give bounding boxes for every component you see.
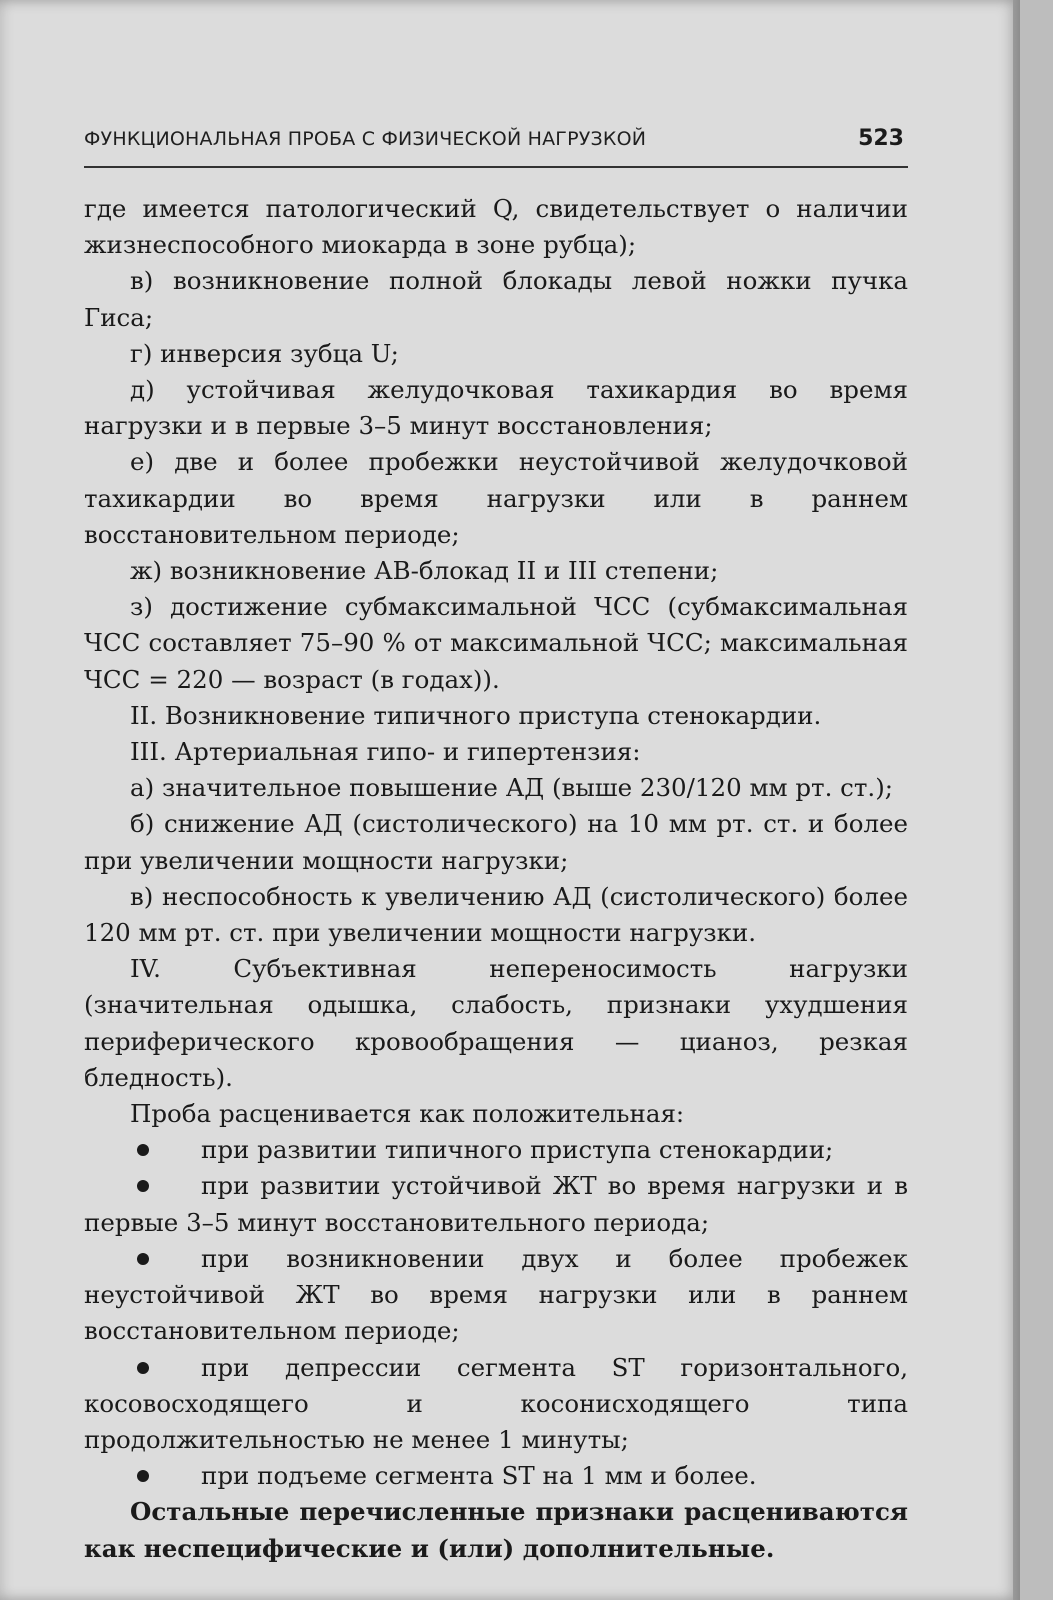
- paragraph: Проба расценивается как положительная:: [130, 1099, 685, 1129]
- paragraph: е) две и более пробежки неустойчивой желудочковой тахикардии во время нагрузки или в раннем восстановительном периоде;: [84, 447, 908, 549]
- list-item: [84, 1458, 908, 1494]
- paragraph: д) устойчивая желудочковая тахикардия во время нагрузки и в первые 3–5 минут восстановления;: [84, 375, 908, 441]
- bullet-icon: [137, 1362, 149, 1374]
- running-head-title: ФУНКЦИОНАЛЬНАЯ ПРОБА С ФИЗИЧЕСКОЙ НАГРУЗКОЙ: [84, 128, 647, 150]
- paragraph: III. Артериальная гипо- и гипертензия:: [130, 737, 641, 767]
- bullet-icon: [137, 1253, 149, 1265]
- list-item: [84, 1132, 908, 1168]
- paragraph: IV. Субъективная непереносимость нагрузки (значительная одышка, слабость, признаки ухудшения периферического кровообращения — цианоз, резкая бледность).: [84, 954, 908, 1092]
- paragraph: в) возникновение полной блокады левой ножки пучка Гиса;: [84, 266, 908, 332]
- page-number: 523: [858, 126, 904, 151]
- list-item-text: при развитии устойчивой ЖТ во время нагрузки и в первые 3–5 минут восстановительного периода;: [84, 1171, 908, 1237]
- paragraph: з) достижение субмаксимальной ЧСС (субмаксимальная ЧСС составляет 75–90 % от максимальной ЧСС; максимальная ЧСС = 220 — возраст (в годах)).: [84, 592, 908, 694]
- list-item-text: при подъеме сегмента ST на 1 мм и более.: [201, 1461, 757, 1491]
- paragraph: б) снижение АД (систолического) на 10 мм рт. ст. и более при увеличении мощности нагрузки;: [84, 809, 908, 875]
- bullet-icon: [137, 1180, 149, 1192]
- bullet-icon: [137, 1470, 149, 1482]
- running-head: [84, 122, 908, 162]
- paragraph: II. Возникновение типичного приступа стенокардии.: [130, 700, 822, 730]
- list-item-text: при возникновении двух и более пробежек неустойчивой ЖТ во время нагрузки или в раннем восстановительном периоде;: [84, 1243, 908, 1346]
- list-item: [84, 1168, 908, 1240]
- conclusion-paragraph: Остальные перечисленные признаки расцениваются как неспецифические и (или) дополнительные.: [84, 1497, 908, 1563]
- header-rule: [84, 166, 908, 168]
- body-text: [84, 191, 908, 1567]
- list-item-text: при депрессии сегмента ST горизонтального, косовосходящего и косонисходящего типа продолжительностью не менее 1 минуты;: [84, 1352, 908, 1454]
- list-item-text: при развитии типичного приступа стенокардии;: [201, 1135, 834, 1165]
- paragraph: ж) возникновение АВ-блокад II и III степени;: [130, 556, 719, 586]
- paragraph: где имеется патологический Q, свидетельствует о наличии жизнеспособного миокарда в зоне рубца);: [84, 194, 908, 260]
- bullet-icon: [137, 1144, 149, 1156]
- paragraph: в) неспособность к увеличению АД (систолического) более 120 мм рт. ст. при увеличении мощности нагрузки.: [84, 881, 908, 948]
- list-item: [84, 1241, 908, 1350]
- page-spine-edge: [1013, 0, 1020, 1600]
- list-item: [84, 1350, 908, 1459]
- paragraph: г) инверсия зубца U;: [130, 338, 399, 368]
- paragraph: а) значительное повышение АД (выше 230/120 мм рт. ст.);: [130, 773, 894, 803]
